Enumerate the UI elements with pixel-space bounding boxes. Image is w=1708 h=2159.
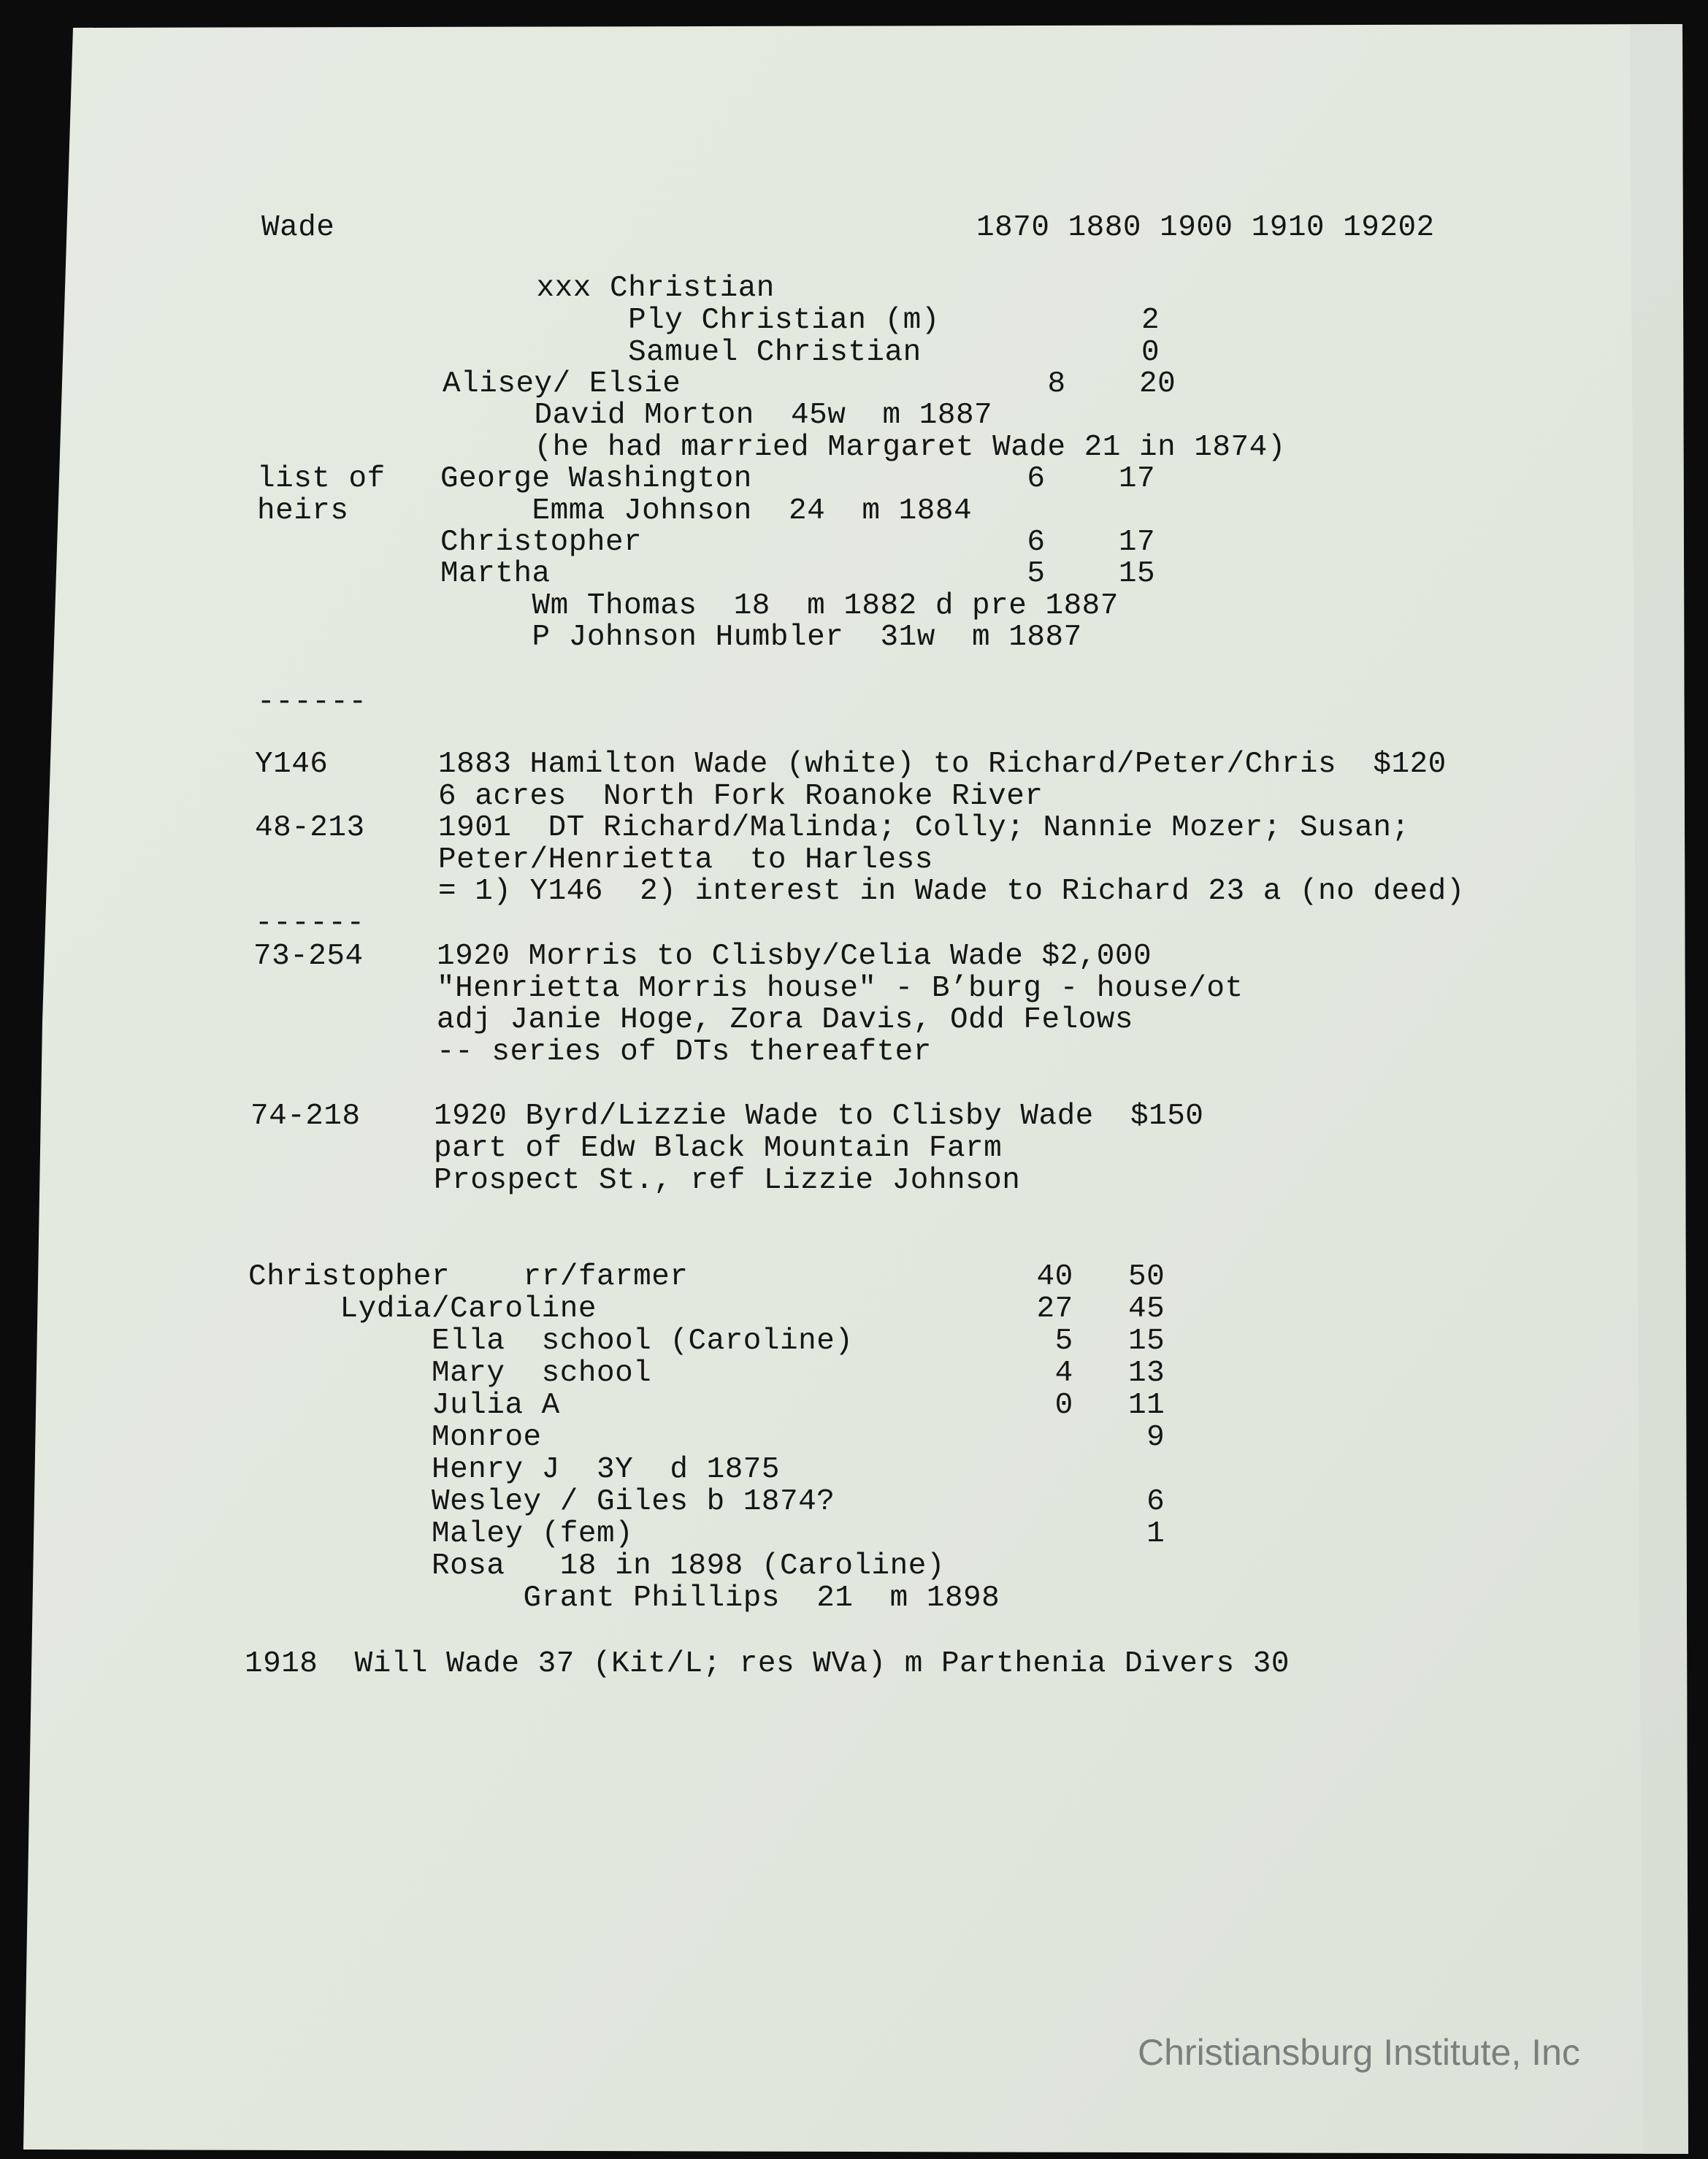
text-line: -- series of DTs thereafter (253, 1035, 932, 1069)
text-line: Lydia/Caroline 27 45 (248, 1292, 1165, 1326)
text-line: Ella school (Caroline) 5 15 (248, 1324, 1165, 1358)
header-line: Wade 1870 1880 1900 1910 19202 (261, 211, 1435, 245)
text-line: P Johnson Humbler 31w m 1887 (257, 621, 1082, 654)
text-line: Wesley / Giles b 1874? 6 (248, 1485, 1165, 1519)
text-line: 48-213 1901 DT Richard/Malinda; Colly; Nannie Mozer; Susan; (255, 811, 1410, 845)
text-line: Grant Phillips 21 m 1898 (248, 1581, 1000, 1615)
watermark: Christiansburg Institute, Inc (1138, 2032, 1580, 2073)
text-line: Peter/Henrietta to Harless (255, 843, 933, 877)
text-line: Maley (fem) 1 (248, 1517, 1165, 1551)
text-line: 1918 Will Wade 37 (Kit/L; res WVa) m Parthenia Divers 30 (245, 1647, 1290, 1681)
text-line: "Henrietta Morris house" - B’burg - house/ot (253, 972, 1244, 1005)
text-line: Henry J 3Y d 1875 (248, 1453, 781, 1487)
text-line: Ply Christian (m) 2 (261, 304, 1160, 337)
text-line: Prospect St., ref Lizzie Johnson (250, 1164, 1021, 1197)
text-line: 6 acres North Fork Roanoke River (255, 780, 1043, 813)
section-divider: ------ (255, 907, 365, 940)
text-line: Martha 5 15 (257, 557, 1156, 591)
text-line: Christopher 6 17 (257, 526, 1156, 559)
text-line: Monroe 9 (248, 1421, 1165, 1454)
text-line: Rosa 18 in 1898 (Caroline) (248, 1549, 945, 1583)
text-line: part of Edw Black Mountain Farm (250, 1132, 1003, 1165)
section-divider: ------ (257, 686, 367, 719)
text-line: Alisey/ Elsie 8 20 (259, 367, 1176, 401)
text-line: Wm Thomas 18 m 1882 d pre 1887 (257, 589, 1119, 623)
text-line: = 1) Y146 2) interest in Wade to Richard 23 a (no deed) (255, 875, 1465, 908)
text-line: (he had married Margaret Wade 21 in 1874) (259, 431, 1286, 464)
text-line: xxx Christian (261, 272, 775, 305)
text-line: Samuel Christian 0 (261, 336, 1160, 369)
text-line: Y146 1883 Hamilton Wade (white) to Richard/Peter/Chris $120 (255, 748, 1447, 781)
text-line: Julia A 0 11 (248, 1389, 1165, 1422)
text-line: 73-254 1920 Morris to Clisby/Celia Wade $2,000 (253, 940, 1152, 973)
text-line: Mary school 4 13 (248, 1357, 1165, 1390)
text-line: adj Janie Hoge, Zora Davis, Odd Felows (253, 1003, 1133, 1037)
text-line: David Morton 45w m 1887 (259, 399, 993, 432)
text-line: heirs Emma Johnson 24 m 1884 (257, 494, 973, 528)
text-line: list of George Washington 6 17 (257, 462, 1156, 496)
text-line: Christopher rr/farmer 40 50 (248, 1260, 1165, 1294)
text-line: 74-218 1920 Byrd/Lizzie Wade to Clisby Wade $150 (250, 1100, 1204, 1133)
